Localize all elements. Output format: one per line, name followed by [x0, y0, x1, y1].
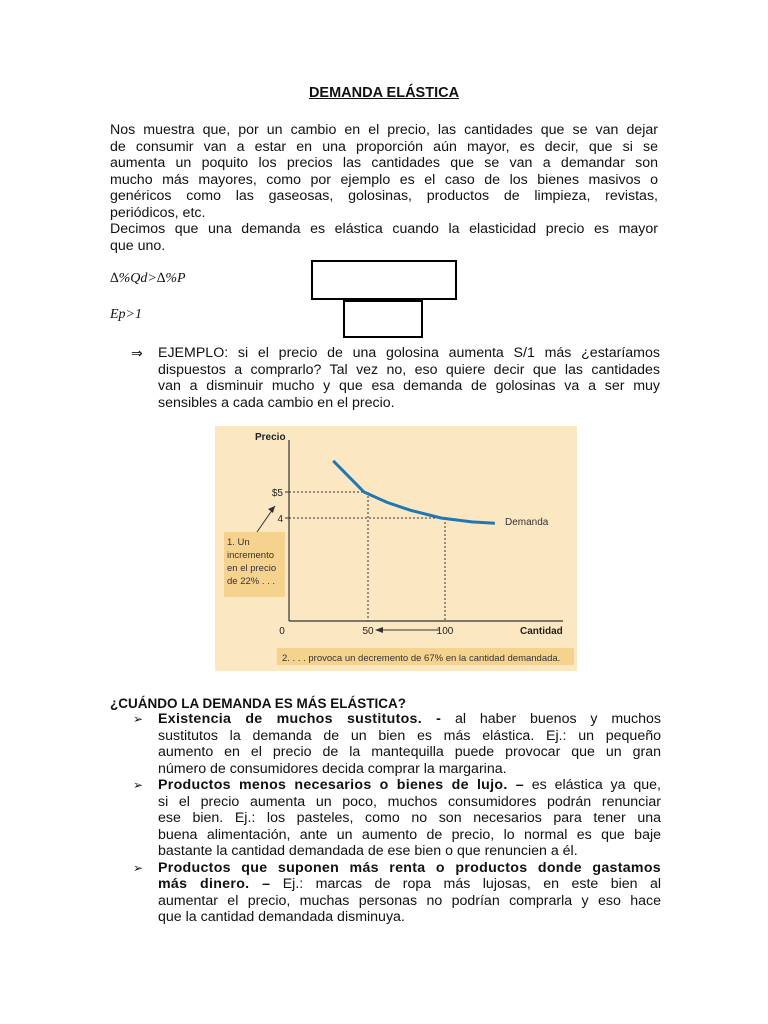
y-axis-label: Precio [255, 432, 286, 443]
bullet-item [133, 860, 661, 926]
annotation-2-arrowhead [375, 627, 383, 633]
y-tick-label: 4 [277, 514, 283, 525]
example-line: van a disminuir mucho y que esa demanda de golosinas va a ser muy [158, 378, 660, 394]
annotation-1-line: incremento [227, 550, 274, 561]
bullet-text: sustitutos la demanda de un bien es más elástica. Ej.: un pequeño [158, 727, 661, 744]
annotation-1-arrowhead [268, 506, 275, 513]
arrow-bullet-icon: ➢ [133, 712, 144, 726]
annotation-1-line: en el precio [227, 563, 277, 574]
demand-chart [215, 426, 577, 671]
bullet-text: es elástica ya que, [523, 777, 661, 793]
bullet-text: aumentar el precio, muchas personas no podrían comprarla y eso hace [158, 892, 661, 909]
example-line: sensibles a cada cambio en el precio. [158, 394, 395, 411]
annotation-2-text: 2. . . . provoca un decremento de 67% en la cantidad demandada. [282, 653, 561, 664]
x-axis-label: Cantidad [520, 626, 563, 637]
formula-box-2 [343, 300, 423, 338]
bullet-text: aumento en el precio de la mantequilla puede provocar que un gran [158, 744, 661, 760]
intro-line: genéricos como las gaseosas, golosinas, productos de limpieza, revistas, [110, 188, 658, 204]
formula-elasticity: Ep>1 [110, 307, 142, 322]
bullet-text: que la cantidad demandada disminuya. [158, 909, 405, 925]
bullet-text: número de consumidores decida comprar la margarina. [158, 760, 507, 777]
example-line: EJEMPLO: si el precio de una golosina aumenta S/1 más ¿estaríamos [158, 345, 660, 361]
bullet-heading: Productos menos necesarios o bienes de lujo. – [158, 777, 524, 793]
annotation-1-line: 1. Un [227, 537, 250, 548]
bullet-text: bastante la cantidad demandada de ese bien o que renuncien a él. [158, 843, 578, 859]
intro-line: que uno. [110, 237, 166, 254]
annotation-1-line: de 22% . . . [227, 576, 276, 587]
arrow-bullet-icon: ➢ [133, 778, 144, 792]
implies-arrow-icon: ⇒ [131, 345, 143, 361]
intro-line: Decimos que una demanda es elástica cuando la elasticidad precio es mayor [110, 221, 658, 237]
x-tick-label: 50 [362, 626, 374, 637]
bullet-text: al haber buenos y muchos [441, 711, 661, 727]
bullet-list [133, 711, 661, 926]
bullet-text: ese bien. Ej.: los pasteles, como no son necesarios para tener una [158, 810, 661, 826]
bullet-text: buena alimentación, ante un aumento de precio, lo normal es que baje [158, 826, 661, 843]
arrow-bullet-icon: ➢ [133, 860, 144, 875]
intro-line: aumenta un poquito los precios las cantidades que se van a demandar son [110, 155, 658, 171]
x-tick-label: 0 [279, 626, 285, 637]
demand-chart-svg [215, 426, 577, 671]
formula-quantity-vs-price: ∆%Qd>∆%P [110, 271, 186, 286]
intro-line: Nos muestra que, por un cambio en el precio, las cantidades que se van dejar [110, 122, 658, 138]
series-label-demanda: Demanda [505, 517, 549, 528]
intro-paragraph [110, 122, 658, 254]
x-tick-label: 100 [436, 626, 454, 637]
intro-line: periódicos, etc. [110, 204, 206, 221]
example-block [131, 345, 660, 411]
example-line: dispuestos a comprarlo? Tal vez no, eso quiere decir que las cantidades [158, 361, 660, 378]
bullet-item [133, 777, 661, 860]
bullet-heading: más dinero. – [158, 876, 271, 892]
page-title: DEMANDA ELÁSTICA [308, 85, 460, 101]
bullet-text: si el precio aumenta un poco, muchos consumidores podrán renunciar [158, 793, 661, 810]
y-tick-label: $5 [271, 488, 283, 499]
formula-box-1 [311, 260, 457, 300]
bullet-text: Ej.: marcas de ropa más lujosas, en este bien al [270, 876, 661, 892]
bullet-heading: Existencia de muchos sustitutos. - [158, 711, 442, 727]
intro-line: mucho más mayores, como por ejemplo es el caso de los bienes masivos o [110, 171, 658, 188]
intro-line: de consumir van a estar en una proporción aún mayor, es decir, que si se [110, 138, 658, 155]
bullet-heading: Productos que suponen más renta o productos donde gastamos [158, 859, 661, 876]
section-title: ¿CUÁNDO LA DEMANDA ES MÁS ELÁSTICA? [110, 696, 406, 711]
bullet-item [133, 711, 661, 777]
